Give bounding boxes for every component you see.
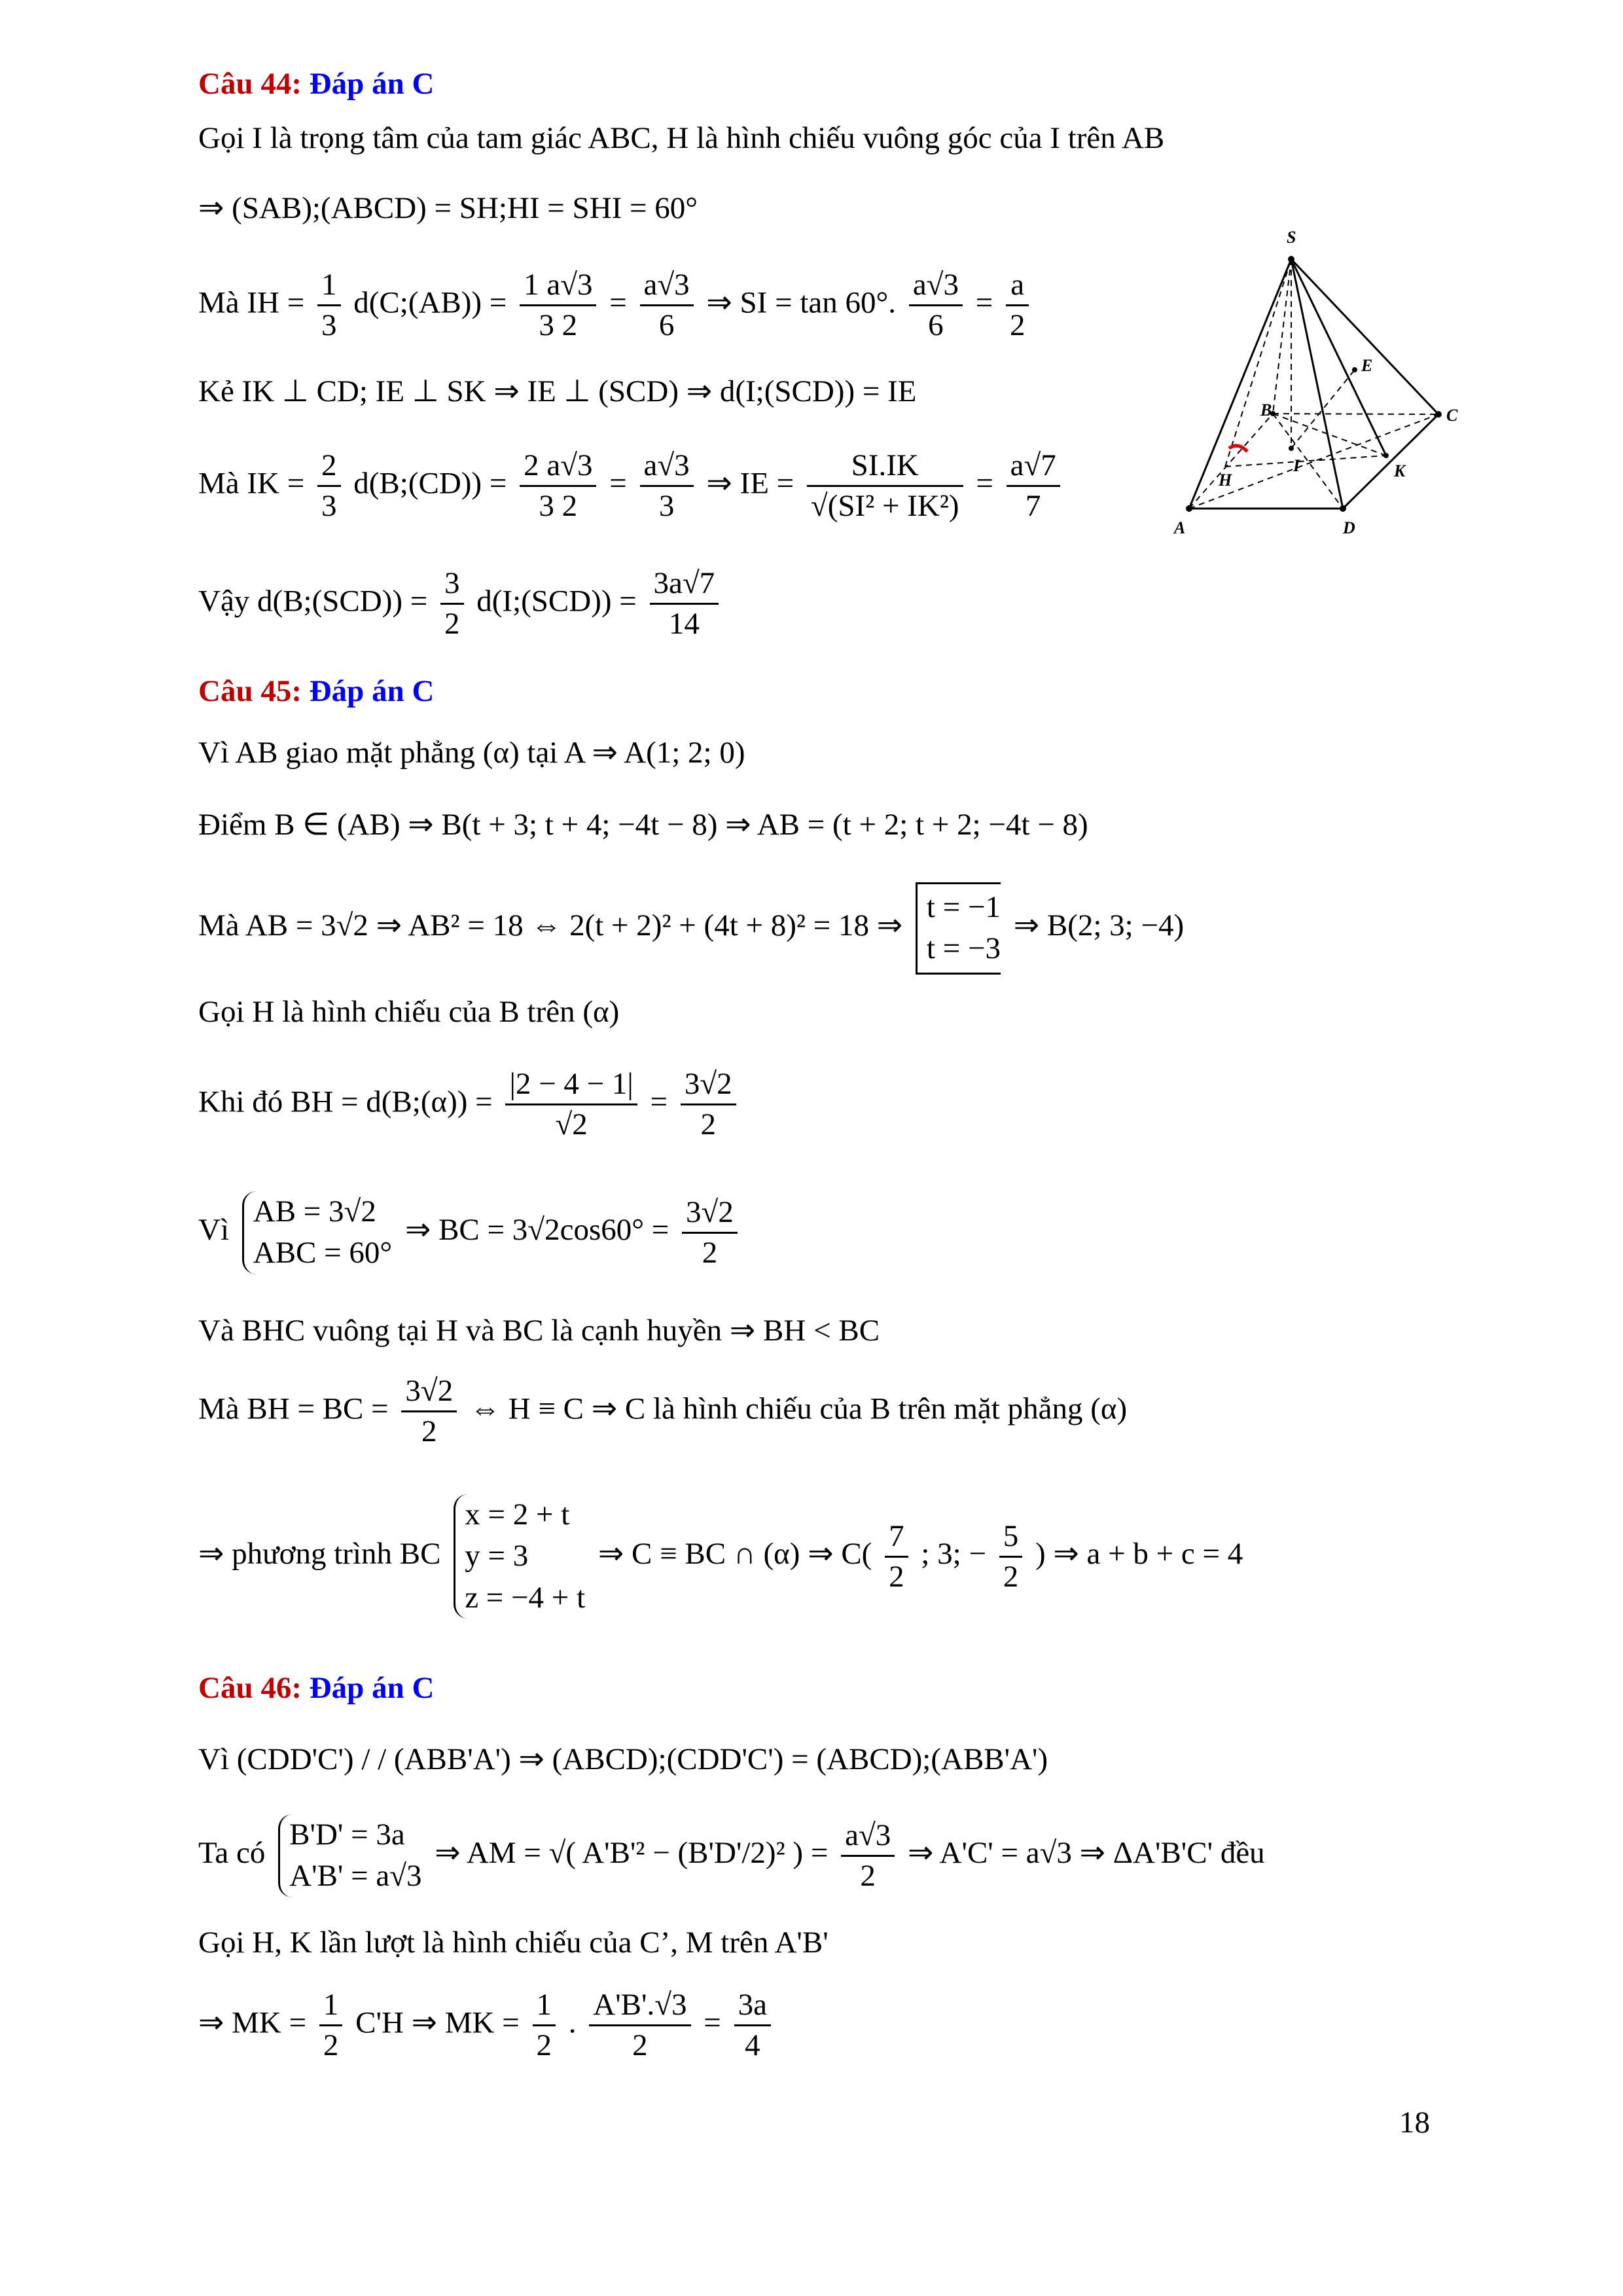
label-b: B xyxy=(1260,401,1272,420)
edge-dc xyxy=(1343,414,1438,509)
q44-label: Câu 44: xyxy=(198,67,302,101)
q46-line4 xyxy=(198,1990,776,2061)
den: 7 xyxy=(1025,489,1041,523)
row: ABC = 60° xyxy=(253,1236,393,1270)
row: AB = 3√2 xyxy=(253,1194,376,1229)
num: |2 − 4 − 1| xyxy=(505,1069,637,1105)
point-i xyxy=(1289,446,1294,451)
point-s xyxy=(1288,256,1294,262)
den: 3 2 xyxy=(539,489,578,523)
label-a: A xyxy=(1174,518,1186,537)
label-i: I xyxy=(1293,456,1300,475)
bracket-system xyxy=(916,882,1001,975)
fraction xyxy=(440,568,464,639)
row: x = 2 + t xyxy=(465,1498,570,1532)
text: = xyxy=(975,285,993,320)
row: t = −3 xyxy=(926,931,1001,966)
den: 2 xyxy=(702,1235,718,1270)
fraction xyxy=(650,568,719,639)
fraction xyxy=(520,450,596,522)
q44-line2: ⇒ (SAB);(ABCD) = SH;HI = SHI = 60° xyxy=(198,191,698,225)
num: 1 xyxy=(319,1990,343,2026)
fraction xyxy=(841,1820,895,1892)
fraction xyxy=(401,1376,457,1447)
num: 5 xyxy=(999,1521,1023,1558)
label-e: E xyxy=(1361,356,1373,375)
label-d: D xyxy=(1343,518,1355,537)
den: 2 xyxy=(421,1414,437,1448)
num: 3a xyxy=(734,1990,771,2026)
q46-line3: Gọi H, K lần lượt là hình chiếu của C’, M trên A'B' xyxy=(198,1926,829,1960)
text: d(B;(CD)) = xyxy=(353,466,507,501)
text: ⇒ SI = tan 60°. xyxy=(706,285,897,320)
row: B'D' = 3a xyxy=(289,1818,405,1852)
fraction xyxy=(682,1194,738,1270)
text: Mà IH = xyxy=(198,285,305,320)
text: d(I;(SCD)) = xyxy=(476,584,637,619)
q45-line6 xyxy=(198,1191,743,1274)
fraction xyxy=(885,1518,908,1594)
num: a√3 xyxy=(841,1820,895,1857)
edge-sa xyxy=(1189,259,1291,509)
fraction xyxy=(589,1990,690,2061)
num: 1 xyxy=(533,1990,556,2026)
den: 2 xyxy=(632,2028,648,2062)
den: 6 xyxy=(658,308,675,342)
num: a√7 xyxy=(1007,450,1060,487)
den: √2 xyxy=(555,1107,588,1141)
q44-line3 xyxy=(198,270,1034,341)
text: Mà IK = xyxy=(198,466,305,501)
fraction xyxy=(520,270,596,341)
label-c: C xyxy=(1446,406,1458,425)
point-c xyxy=(1435,411,1442,418)
row: z = −4 + t xyxy=(465,1580,586,1615)
point-d xyxy=(1340,505,1346,512)
num: 3√2 xyxy=(682,1197,738,1234)
q44-line5 xyxy=(198,450,1065,522)
den: 2 xyxy=(860,1858,876,1893)
text: ) ⇒ a + b + c = 4 xyxy=(1035,1536,1243,1571)
q46-line1: Vì (CDD'C') / / (ABB'A') ⇒ (ABCD);(CDD'C') = (ABCD);(ABB'A') xyxy=(198,1742,1048,1776)
page-number: 18 xyxy=(1399,2106,1430,2140)
text: Ta có xyxy=(198,1836,266,1871)
q46-line2 xyxy=(198,1814,1265,1897)
text: ⇒ BC = 3√2cos60° = xyxy=(404,1213,669,1247)
edge-ab xyxy=(1189,414,1273,509)
den: 2 xyxy=(1009,308,1026,342)
text: = xyxy=(976,466,993,501)
q44-heading xyxy=(198,69,434,99)
system xyxy=(454,1494,585,1619)
den: 3 xyxy=(321,489,337,523)
q45-answer: Đáp án C xyxy=(309,674,435,708)
den: 2 xyxy=(889,1559,904,1594)
system xyxy=(242,1191,392,1274)
fraction xyxy=(999,1518,1023,1594)
label-s: S xyxy=(1287,228,1296,247)
text: ; 3; − xyxy=(921,1536,986,1571)
fraction xyxy=(681,1069,736,1140)
text: ⇒ MK = xyxy=(198,2005,307,2040)
fraction xyxy=(734,1990,771,2061)
system xyxy=(278,1814,421,1897)
num: 2 xyxy=(317,450,341,487)
q44-answer: Đáp án C xyxy=(309,67,435,101)
q44-line1: Gọi I là trọng tâm của tam giác ABC, H là hình chiếu vuông góc của I trên AB xyxy=(198,121,1165,155)
angle-mark xyxy=(1229,446,1247,452)
den: 4 xyxy=(745,2028,760,2062)
num: 3a√7 xyxy=(650,568,719,605)
den: 2 xyxy=(536,2028,552,2062)
row: A'B' = a√3 xyxy=(289,1859,422,1893)
point-a xyxy=(1186,505,1192,512)
q45-line7: Và BHC vuông tại H và BC là cạnh huyền ⇒ BH < BC xyxy=(198,1314,880,1348)
q45-line9 xyxy=(198,1494,1243,1619)
q46-heading xyxy=(198,1673,434,1704)
q45-line3 xyxy=(198,882,1184,975)
fraction xyxy=(1007,450,1060,522)
fraction xyxy=(640,270,694,341)
text: Vì xyxy=(198,1213,229,1247)
label-k: K xyxy=(1394,461,1406,480)
text: ⇔ H ≡ C ⇒ C là hình chiếu của B trên mặt phẳng (α) xyxy=(469,1391,1128,1426)
pyramid-figure xyxy=(1165,226,1472,540)
text: Khi đó BH = d(B;(α)) = xyxy=(198,1085,493,1119)
fraction xyxy=(909,270,963,341)
text: ⇒ IE = xyxy=(706,466,794,501)
num: a xyxy=(1006,270,1029,306)
q44-line6 xyxy=(198,568,724,639)
q45-heading xyxy=(198,676,434,707)
q45-line4: Gọi H là hình chiếu của B trên (α) xyxy=(198,995,620,1029)
text: Mà AB = 3√2 ⇒ AB² = 18 ⇔ 2(t + 2)² + (4t + 8)² = 18 ⇒ xyxy=(198,908,903,943)
den: 3 xyxy=(321,308,337,342)
den: 2 xyxy=(700,1107,716,1141)
den: 6 xyxy=(928,308,944,342)
point-e xyxy=(1352,367,1357,372)
row: y = 3 xyxy=(465,1539,529,1573)
fraction xyxy=(533,1990,556,2061)
num: 1 a√3 xyxy=(520,270,596,306)
text: d(C;(AB)) = xyxy=(353,285,507,320)
den: 2 xyxy=(323,2028,339,2062)
q44-line4: Kẻ IK ⊥ CD; IE ⊥ SK ⇒ IE ⊥ (SCD) ⇒ d(I;(SCD)) = IE xyxy=(198,374,917,408)
num: a√3 xyxy=(640,270,694,306)
num: 1 xyxy=(317,270,341,306)
q46-label: Câu 46: xyxy=(198,1671,302,1705)
edge-sh xyxy=(1225,259,1291,467)
text: C'H ⇒ MK = xyxy=(355,2005,520,2040)
text: = xyxy=(609,466,627,501)
text: . xyxy=(568,2005,577,2040)
den: 2 xyxy=(444,607,460,641)
num: 3√2 xyxy=(681,1069,736,1105)
q45-label: Câu 45: xyxy=(198,674,302,708)
text: = xyxy=(704,2005,721,2040)
q45-line8 xyxy=(198,1376,1127,1447)
text: Vậy d(B;(SCD)) = xyxy=(198,584,428,619)
fraction xyxy=(640,450,694,522)
point-k xyxy=(1383,453,1389,458)
q45-line5 xyxy=(198,1069,741,1140)
num: 3 xyxy=(440,568,464,605)
label-h: H xyxy=(1219,471,1232,490)
den: 2 xyxy=(1003,1559,1019,1594)
num: a√3 xyxy=(640,450,694,487)
text: ⇒ AM = √( A'B'² − (B'D'/2)² ) = xyxy=(435,1836,829,1871)
text: ⇒ B(2; 3; −4) xyxy=(1013,908,1185,943)
fraction xyxy=(1006,270,1029,341)
den: √(SI² + IK²) xyxy=(810,489,959,523)
num: a√3 xyxy=(909,270,963,306)
q45-line1: Vì AB giao mặt phẳng (α) tại A ⇒ A(1; 2; 0) xyxy=(198,736,745,770)
den: 14 xyxy=(668,607,700,641)
text: ⇒ A'C' = a√3 ⇒ ΔA'B'C' đều xyxy=(908,1836,1265,1871)
row: t = −1 xyxy=(926,890,1001,924)
num: 3√2 xyxy=(401,1376,457,1412)
fraction xyxy=(317,270,341,341)
fraction xyxy=(505,1069,637,1140)
fraction xyxy=(319,1990,343,2061)
text: = xyxy=(609,285,627,320)
edge-sc xyxy=(1291,259,1438,414)
text: ⇒ phương trình BC xyxy=(198,1536,441,1571)
text: = xyxy=(650,1085,668,1119)
num: 2 a√3 xyxy=(520,450,596,487)
den: 3 2 xyxy=(539,308,578,342)
fraction xyxy=(317,450,341,522)
fraction xyxy=(807,450,963,522)
num: A'B'.√3 xyxy=(589,1990,690,2026)
q45-line2: Điểm B ∈ (AB) ⇒ B(t + 3; t + 4; −4t − 8) ⇒ AB = (t + 2; t + 2; −4t − 8) xyxy=(198,808,1088,842)
text: Mà BH = BC = xyxy=(198,1391,389,1426)
num: SI.IK xyxy=(807,450,963,487)
den: 3 xyxy=(658,489,675,523)
num: 7 xyxy=(885,1521,908,1558)
text: ⇒ C ≡ BC ∩ (α) ⇒ C( xyxy=(597,1536,872,1571)
q46-answer: Đáp án C xyxy=(309,1671,435,1705)
